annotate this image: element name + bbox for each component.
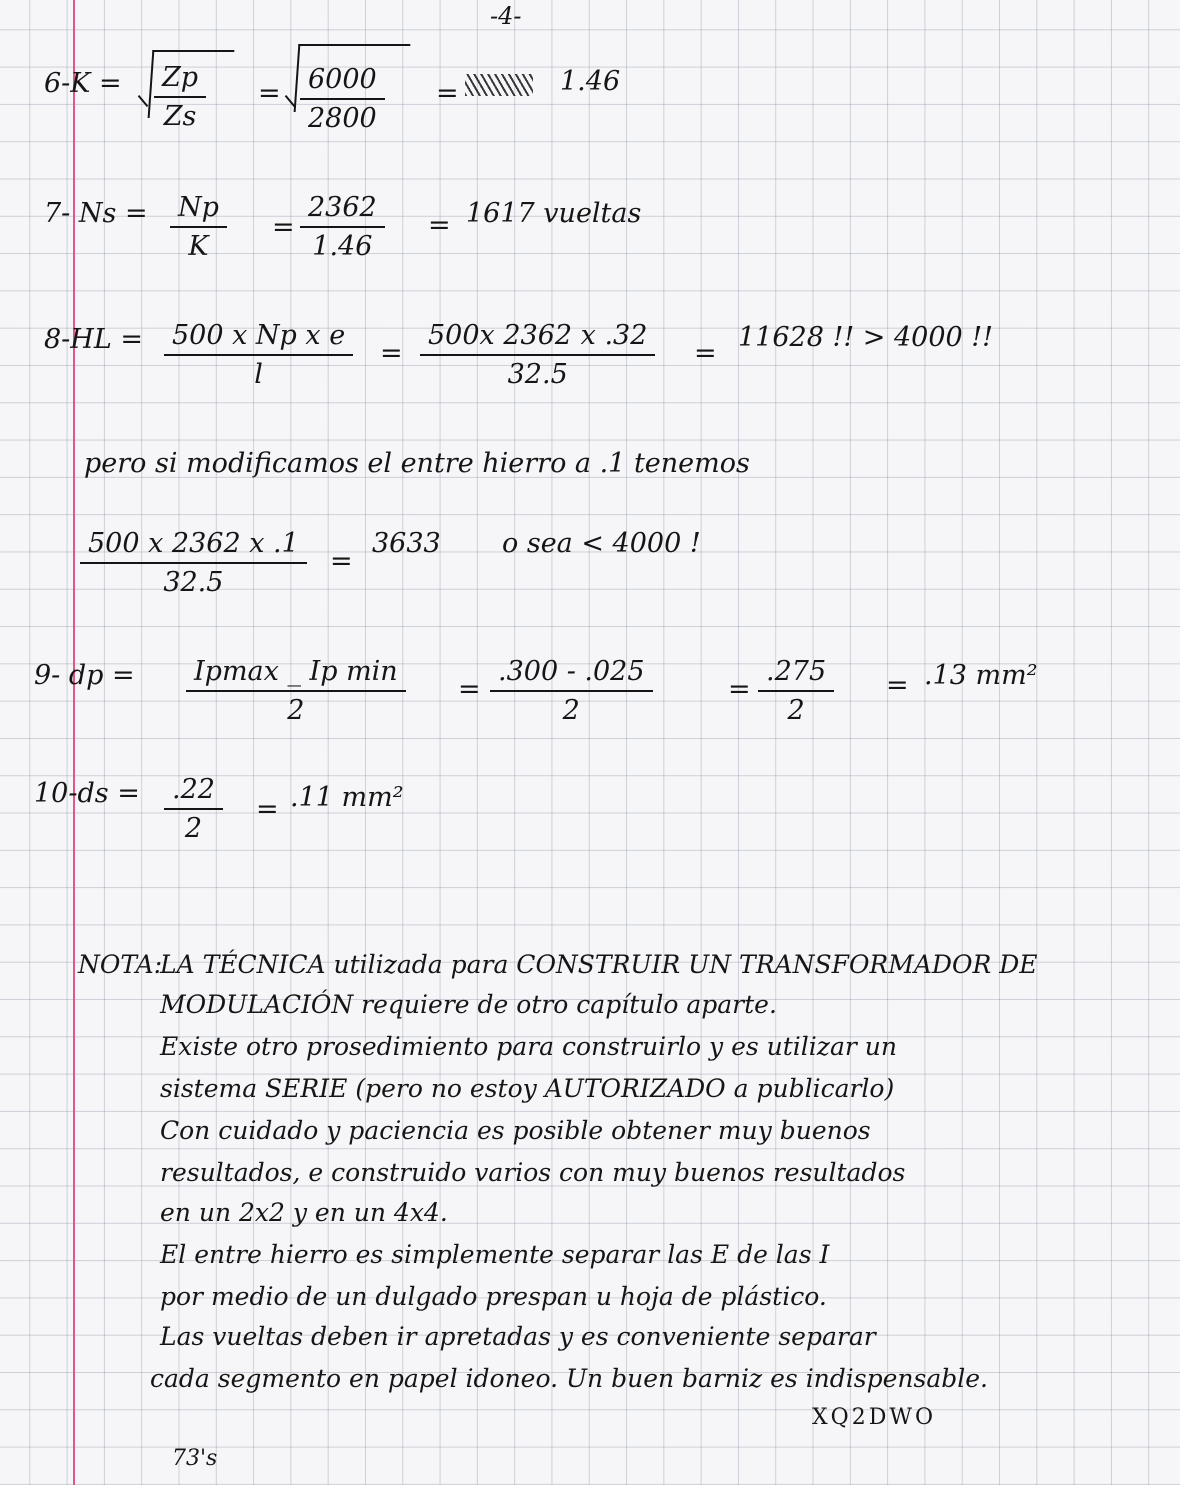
note-line-4: sistema SERIE (pero no estoy AUTORIZADO a publicarlo) bbox=[160, 1074, 895, 1103]
eq10-label: 10-ds = bbox=[34, 778, 140, 809]
note-line-9: por medio de un dulgado prespan u hoja de plástico. bbox=[160, 1282, 827, 1311]
eq7-equals-1: = bbox=[272, 212, 295, 243]
eq10-result: .11 mm² bbox=[290, 782, 404, 813]
note-line-3: Existe otro prosedimiento para construirlo y es utilizar un bbox=[160, 1032, 897, 1061]
eq8b-frac bbox=[80, 528, 307, 598]
eq8-frac2-den: 32.5 bbox=[507, 359, 568, 390]
eq8-frac2-num: 500x 2362 x .32 bbox=[428, 320, 648, 351]
eq8-frac1-num: 500 x Np x e bbox=[172, 320, 346, 351]
eq6-frac1 bbox=[154, 62, 206, 132]
eq6-equals-2: = bbox=[436, 78, 459, 109]
signature-callsign: XQ2DWO bbox=[812, 1405, 936, 1430]
note-line-10: Las vueltas deben ir apretadas y es conveniente separar bbox=[160, 1322, 876, 1351]
eq9-frac2-num: .300 - .025 bbox=[498, 656, 645, 687]
eq8-result: 11628 !! > 4000 !! bbox=[738, 322, 993, 353]
eq9-frac2 bbox=[490, 656, 653, 726]
eq8-equals-1: = bbox=[380, 338, 403, 369]
eq6-result: 1.46 bbox=[560, 66, 621, 97]
note-line-8: El entre hierro es simplemente separar las E de las I bbox=[160, 1240, 830, 1269]
note-line-5: Con cuidado y paciencia es posible obtener muy buenos bbox=[160, 1116, 871, 1145]
eq10-frac1-num: .22 bbox=[172, 774, 215, 805]
eq7-frac2-den: 1.46 bbox=[312, 231, 373, 262]
eq9-frac3-num: .275 bbox=[766, 656, 827, 687]
page-number: -4- bbox=[490, 2, 522, 30]
eq9-frac3-den: 2 bbox=[787, 695, 805, 726]
note-line-2: MODULACIÓN requiere de otro capítulo aparte. bbox=[160, 990, 777, 1019]
eq9-equals-1: = bbox=[458, 674, 481, 705]
eq9-equals-2: = bbox=[728, 674, 751, 705]
eq7-frac2 bbox=[300, 192, 385, 262]
eq8-equals-2: = bbox=[694, 338, 717, 369]
eq8b-frac-den: 32.5 bbox=[163, 567, 224, 598]
eq8b-text: pero si modificamos el entre hierro a .1 tenemos bbox=[84, 448, 750, 479]
eq6-frac2-den: 2800 bbox=[308, 103, 377, 134]
eq10-frac1-den: 2 bbox=[184, 813, 203, 844]
eq9-equals-3: = bbox=[886, 670, 909, 701]
eq8-frac1-den: l bbox=[254, 359, 263, 390]
note-line-1: LA TÉCNICA utilizada para CONSTRUIR UN TRANSFORMADOR DE bbox=[160, 950, 1038, 979]
note-line-11: cada segmento en papel idoneo. Un buen barniz es indispensable. bbox=[150, 1364, 988, 1393]
eq9-frac3 bbox=[758, 656, 834, 726]
eq7-result: 1617 vueltas bbox=[466, 198, 642, 229]
eq6-label: 6-K = bbox=[44, 68, 122, 99]
eq6-frac2 bbox=[300, 64, 385, 134]
eq6-equals-1: = bbox=[258, 78, 281, 109]
footer-greeting: 73's bbox=[172, 1446, 218, 1471]
eq7-frac1-den: K bbox=[188, 231, 209, 262]
note-label: NOTA: bbox=[78, 950, 163, 979]
eq7-frac1-num: Np bbox=[178, 192, 219, 223]
eq8b-comment: o sea < 4000 ! bbox=[502, 528, 701, 559]
eq8-frac2 bbox=[420, 320, 655, 390]
eq9-frac1 bbox=[186, 656, 406, 726]
eq8b-result: 3633 bbox=[372, 528, 441, 559]
eq7-frac2-num: 2362 bbox=[308, 192, 377, 223]
eq9-result: .13 mm² bbox=[924, 660, 1038, 691]
eq7-equals-2: = bbox=[428, 210, 451, 241]
eq9-frac2-den: 2 bbox=[562, 695, 580, 726]
eq7-frac1 bbox=[170, 192, 227, 262]
eq6-frac2-num: 6000 bbox=[308, 64, 377, 95]
eq6-scribble bbox=[465, 74, 533, 96]
eq10-frac1 bbox=[164, 774, 223, 844]
eq10-equals-1: = bbox=[256, 794, 279, 825]
eq9-frac1-num: Ipmax _ Ip min bbox=[194, 656, 398, 687]
eq6-sqrt1-tick bbox=[138, 95, 149, 107]
eq8b-equals: = bbox=[330, 546, 353, 577]
eq8-frac1 bbox=[164, 320, 353, 390]
eq9-label: 9- dp = bbox=[34, 660, 135, 691]
note-line-7: en un 2x2 y en un 4x4. bbox=[160, 1198, 448, 1227]
eq7-label: 7- Ns = bbox=[44, 198, 148, 229]
eq8b-frac-num: 500 x 2362 x .1 bbox=[88, 528, 299, 559]
eq6-frac1-num: Zp bbox=[162, 62, 199, 93]
note-line-6: resultados, e construido varios con muy buenos resultados bbox=[160, 1158, 906, 1187]
eq6-frac1-den: Zs bbox=[163, 101, 197, 132]
eq9-frac1-den: 2 bbox=[287, 695, 305, 726]
eq8-label: 8-HL = bbox=[44, 324, 143, 355]
